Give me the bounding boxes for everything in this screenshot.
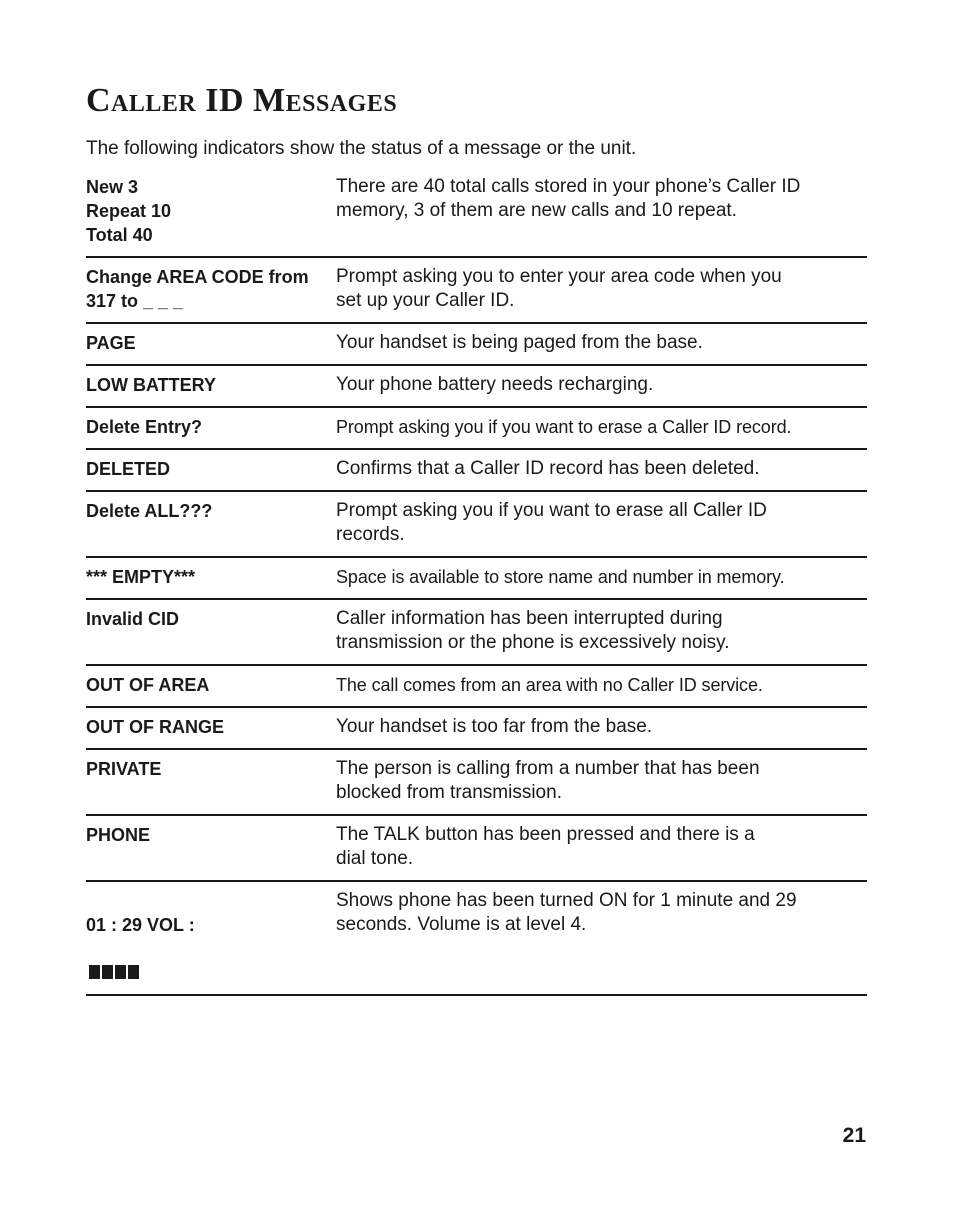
table-row (86, 366, 867, 408)
table-row (86, 408, 867, 450)
indicator-description: There are 40 total calls stored in your phone’s Caller ID memory, 3 of them are new calls and 10 repeat. (336, 176, 801, 221)
indicator-description: The TALK button has been pressed and there is a dial tone. (336, 824, 755, 869)
indicator-description: Your handset is too far from the base. (336, 716, 653, 737)
indicator-term: Invalid CID (86, 609, 180, 629)
indicator-table (86, 172, 867, 996)
indicator-term: OUT OF RANGE (86, 717, 224, 737)
page-number: 21 (842, 1124, 866, 1147)
table-row (86, 708, 867, 750)
indicator-description: Prompt asking you to enter your area code when you set up your Caller ID. (336, 266, 782, 311)
table-row (86, 666, 867, 708)
table-row (86, 172, 867, 258)
indicator-description: The call comes from an area with no Caller ID service. (336, 675, 763, 695)
indicator-term: OUT OF AREA (86, 675, 210, 695)
indicator-term (86, 889, 336, 985)
indicator-description: Prompt asking you if you want to erase a Caller ID record. (336, 417, 792, 437)
table-row (86, 492, 867, 558)
indicator-term: LOW BATTERY (86, 375, 216, 395)
table-row (86, 258, 867, 324)
table-row (86, 558, 867, 600)
indicator-term: PHONE (86, 825, 151, 845)
timer-volume-label: 01 : 29 VOL : (86, 915, 195, 935)
indicator-term: Change AREA CODE from 317 to _ _ _ (86, 267, 309, 311)
volume-bar-icon (115, 965, 126, 979)
indicator-description: Space is available to store name and number in memory. (336, 567, 785, 587)
indicator-term: PAGE (86, 333, 136, 353)
table-row (86, 882, 867, 996)
table-row (86, 750, 867, 816)
indicator-description: Shows phone has been turned ON for 1 minute and 29 seconds. Volume is at level 4. (336, 890, 797, 935)
page-title: Caller ID Messages (86, 82, 398, 119)
volume-bar-icon (128, 965, 139, 979)
indicator-description: Confirms that a Caller ID record has been deleted. (336, 458, 760, 479)
indicator-term: PRIVATE (86, 759, 162, 779)
volume-bar-icon (102, 965, 113, 979)
indicator-term: Delete ALL??? (86, 501, 213, 521)
intro-text: The following indicators show the status of a message or the unit. (86, 138, 637, 159)
indicator-description: Prompt asking you if you want to erase all Caller ID records. (336, 500, 767, 545)
indicator-term: *** EMPTY*** (86, 567, 196, 587)
indicator-term: New 3 Repeat 10 Total 40 (86, 177, 172, 245)
volume-level-bars (89, 937, 141, 985)
indicator-description: Your phone battery needs recharging. (336, 374, 654, 395)
indicator-description: Caller information has been interrupted during transmission or the phone is excessively noisy. (336, 608, 730, 653)
indicator-term: Delete Entry? (86, 417, 203, 437)
table-row (86, 816, 867, 882)
indicator-description: The person is calling from a number that has been blocked from transmission. (336, 758, 760, 803)
table-row (86, 450, 867, 492)
indicator-term: DELETED (86, 459, 171, 479)
table-row (86, 600, 867, 666)
indicator-description: Your handset is being paged from the base. (336, 332, 703, 353)
volume-bar-icon (89, 965, 100, 979)
table-row (86, 324, 867, 366)
